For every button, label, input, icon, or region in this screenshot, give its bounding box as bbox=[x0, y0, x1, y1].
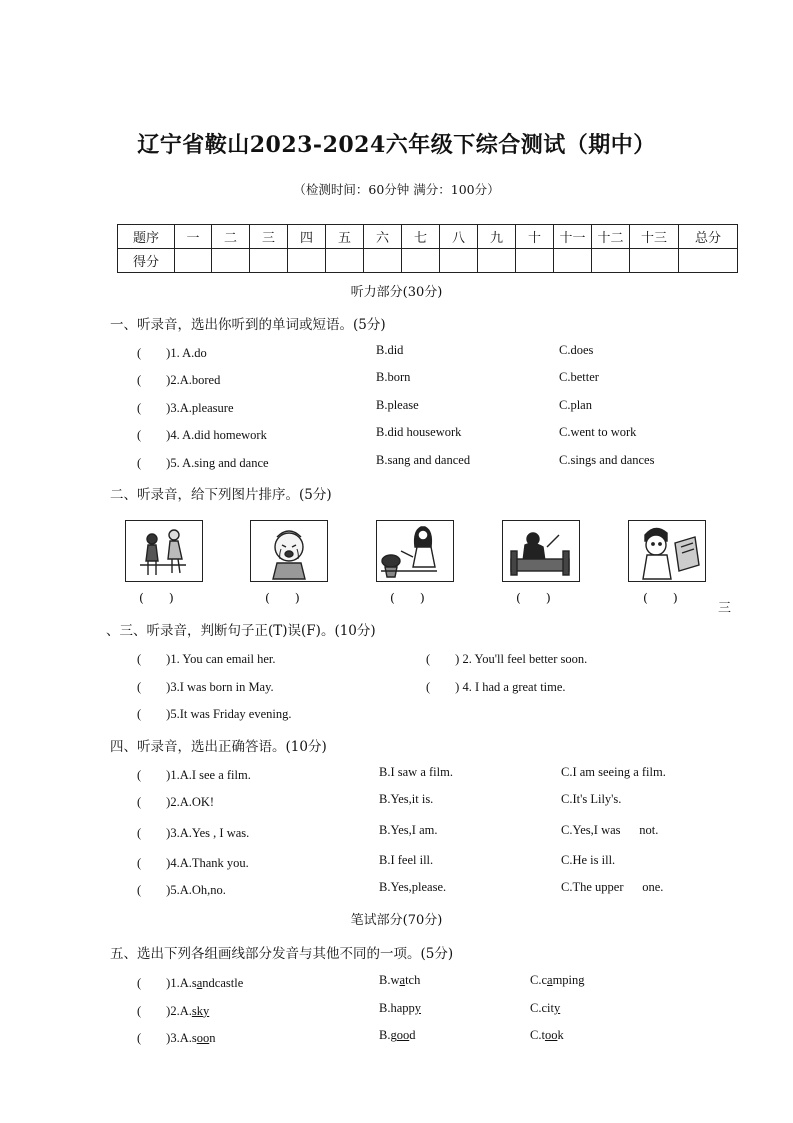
s5-q3-c-underlined: oo bbox=[544, 1028, 558, 1042]
score-cell[interactable] bbox=[554, 249, 592, 273]
s1-q2-c: C.better bbox=[559, 370, 599, 384]
s5-q2-b bbox=[379, 1001, 421, 1016]
score-header-cell: 六 bbox=[364, 225, 402, 249]
score-cell[interactable] bbox=[212, 249, 250, 273]
score-header-cell: 题序 bbox=[118, 225, 175, 249]
score-header-cell: 三 bbox=[250, 225, 288, 249]
s1-q1-c: C.does bbox=[559, 343, 594, 357]
s4-q2-b: B.Yes,it is. bbox=[379, 792, 434, 806]
score-cell[interactable] bbox=[288, 249, 326, 273]
s5-q3-b-pre: B.g bbox=[379, 1028, 397, 1042]
s5-q1-c-pre: C.c bbox=[530, 973, 548, 987]
score-header-cell: 十三 bbox=[630, 225, 679, 249]
s4-q2: ( )2.A.OK! bbox=[137, 795, 215, 809]
crying-child-icon bbox=[250, 520, 328, 582]
score-header-cell: 十二 bbox=[592, 225, 630, 249]
score-cell[interactable] bbox=[516, 249, 554, 273]
s5-q1-a-underlined: a bbox=[196, 976, 203, 990]
score-cell[interactable] bbox=[679, 249, 738, 273]
section-2-heading: 二、听录音，给下列图片排序。(5分) bbox=[110, 487, 332, 503]
score-header-cell: 二 bbox=[212, 225, 250, 249]
section-1-heading: 一、听录音，选出你听到的单词或短语。(5分) bbox=[110, 317, 386, 333]
score-header-cell: 九 bbox=[478, 225, 516, 249]
boy-with-book-icon bbox=[628, 520, 706, 582]
s4-q5: ( )5.A.Oh,no. bbox=[137, 883, 226, 897]
s5-q2-c-pre: C.cit bbox=[530, 1001, 554, 1015]
s5-q3-a-underlined: oo bbox=[196, 1031, 210, 1045]
score-cell[interactable] bbox=[592, 249, 630, 273]
s5-q2 bbox=[137, 1001, 209, 1019]
s5-q3-c bbox=[530, 1028, 564, 1043]
s3-q3: ( )3.I was born in May. bbox=[137, 680, 274, 694]
score-cell[interactable] bbox=[250, 249, 288, 273]
score-header-cell: 总分 bbox=[679, 225, 738, 249]
score-header-cell: 十 bbox=[516, 225, 554, 249]
s1-q3-c: C.plan bbox=[559, 398, 592, 412]
s5-q1-b-pre: B.w bbox=[379, 973, 400, 987]
section-5-heading: 五、选出下列各组画线部分发音与其他不同的一项。(5分) bbox=[110, 946, 454, 962]
s3-q2: ( ) 2. You'll feel better soon. bbox=[426, 652, 588, 666]
stray-mark: 三 bbox=[718, 601, 732, 616]
writing-part-label: 笔试部分(70分) bbox=[350, 913, 443, 928]
s5-q3-a-post: n bbox=[209, 1031, 216, 1045]
s5-q1-c bbox=[530, 973, 585, 988]
score-cell[interactable] bbox=[402, 249, 440, 273]
score-cell[interactable] bbox=[175, 249, 212, 273]
s5-q3-b bbox=[379, 1028, 415, 1043]
s1-q3: ( )3.A.pleasure bbox=[137, 401, 234, 415]
s4-q2-c: C.It's Lily's. bbox=[561, 792, 622, 806]
s1-q5: ( )5. A.sing and dance bbox=[137, 456, 269, 470]
s5-q3-b-underlined: oo bbox=[396, 1028, 410, 1042]
s2-answer-1[interactable]: ( ) bbox=[139, 590, 174, 605]
s5-q1-a-post: ndcastle bbox=[202, 976, 244, 990]
s3-q4: ( ) 4. I had a great time. bbox=[426, 680, 566, 694]
s5-q2-a-pre: sk bbox=[191, 1004, 203, 1018]
s4-q3: ( )3.A.Yes , I was. bbox=[137, 826, 250, 840]
s4-q4: ( )4.A.Thank you. bbox=[137, 856, 249, 870]
s4-q3-b: B.Yes,I am. bbox=[379, 823, 438, 837]
s5-q2-c-underlined: y bbox=[553, 1001, 561, 1015]
s5-q3-prefix: ( )3.A. bbox=[137, 1031, 192, 1045]
s1-q2-b: B.born bbox=[376, 370, 411, 384]
section-3-heading: 、三、听录音，判断句子正(T)误(F)。(10分) bbox=[106, 623, 376, 639]
s4-q1-b: B.I saw a film. bbox=[379, 765, 453, 779]
score-table-header-row bbox=[118, 225, 738, 249]
s2-answer-4[interactable]: ( ) bbox=[516, 590, 551, 605]
score-header-cell: 十一 bbox=[554, 225, 592, 249]
s5-q2-c bbox=[530, 1001, 560, 1016]
s1-q1-b: B.did bbox=[376, 343, 404, 357]
score-row-label: 得分 bbox=[118, 249, 175, 273]
s5-q2-prefix: ( )2.A. bbox=[137, 1004, 192, 1018]
score-header-cell: 七 bbox=[402, 225, 440, 249]
s1-q4-b: B.did housework bbox=[376, 425, 462, 439]
s1-q5-b: B.sang and danced bbox=[376, 453, 471, 467]
score-cell[interactable] bbox=[630, 249, 679, 273]
s2-answer-5[interactable]: ( ) bbox=[643, 590, 678, 605]
score-header-cell: 一 bbox=[175, 225, 212, 249]
s1-q2: ( )2.A.bored bbox=[137, 373, 221, 387]
s5-q1-b bbox=[379, 973, 420, 988]
s1-q4-c: C.went to work bbox=[559, 425, 637, 439]
s1-q4: ( )4. A.did homework bbox=[137, 428, 267, 442]
s1-q1: ( )1. A.do bbox=[137, 346, 207, 360]
s5-q1-b-post: tch bbox=[405, 973, 421, 987]
s4-q3-c: C.Yes,I was not. bbox=[561, 823, 659, 837]
score-cell[interactable] bbox=[478, 249, 516, 273]
s5-q1-c-underlined: a bbox=[547, 973, 553, 987]
s5-q2-b-pre: B.happ bbox=[379, 1001, 415, 1015]
s3-q5: ( )5.It was Friday evening. bbox=[137, 707, 292, 721]
s5-q1-a-pre: s bbox=[191, 976, 197, 990]
s4-q1-c: C.I am seeing a film. bbox=[561, 765, 666, 779]
s4-q4-b: B.I feel ill. bbox=[379, 853, 434, 867]
s1-q3-b: B.please bbox=[376, 398, 419, 412]
person-in-bed-icon bbox=[502, 520, 580, 582]
score-table bbox=[117, 224, 738, 273]
listening-part-label: 听力部分(30分) bbox=[350, 285, 443, 300]
girls-talking-icon bbox=[125, 520, 203, 582]
s5-q3-c-pre: C.t bbox=[530, 1028, 545, 1042]
s5-q2-a-underlined: y bbox=[202, 1004, 210, 1018]
score-header-cell: 八 bbox=[440, 225, 478, 249]
s5-q1-b-underlined: a bbox=[399, 973, 406, 987]
s5-q1-prefix: ( )1.A. bbox=[137, 976, 192, 990]
s4-q1: ( )1.A.I see a film. bbox=[137, 768, 251, 782]
s5-q2-b-underlined: y bbox=[414, 1001, 422, 1015]
s4-q5-b: B.Yes,please. bbox=[379, 880, 447, 894]
s2-answer-3[interactable]: ( ) bbox=[390, 590, 425, 605]
page-subtitle: （检测时间：60分钟 满分：100分） bbox=[293, 182, 500, 197]
score-header-cell: 四 bbox=[288, 225, 326, 249]
score-header-cell: 五 bbox=[326, 225, 364, 249]
s4-q5-c: C.The upper one. bbox=[561, 880, 664, 894]
woman-with-plant-icon bbox=[376, 520, 454, 582]
section-4-heading: 四、听录音，选出正确答语。(10分) bbox=[110, 739, 327, 755]
s5-q1-c-post: mping bbox=[552, 973, 585, 987]
s2-answer-2[interactable]: ( ) bbox=[265, 590, 300, 605]
s3-q1: ( )1. You can email her. bbox=[137, 652, 276, 666]
score-cell[interactable] bbox=[326, 249, 364, 273]
s4-q4-c: C.He is ill. bbox=[561, 853, 616, 867]
s5-q3-a-pre: s bbox=[191, 1031, 197, 1045]
s5-q3-c-post: k bbox=[557, 1028, 564, 1042]
s5-q3-b-post: d bbox=[409, 1028, 416, 1042]
score-cell[interactable] bbox=[440, 249, 478, 273]
score-cell[interactable] bbox=[364, 249, 402, 273]
score-table-score-row bbox=[118, 249, 738, 273]
s1-q5-c: C.sings and dances bbox=[559, 453, 655, 467]
page-title: 辽宁省鞍山2023-2024六年级下综合测试（期中） bbox=[137, 132, 656, 158]
s5-q1 bbox=[137, 973, 243, 991]
s5-q3 bbox=[137, 1028, 215, 1046]
